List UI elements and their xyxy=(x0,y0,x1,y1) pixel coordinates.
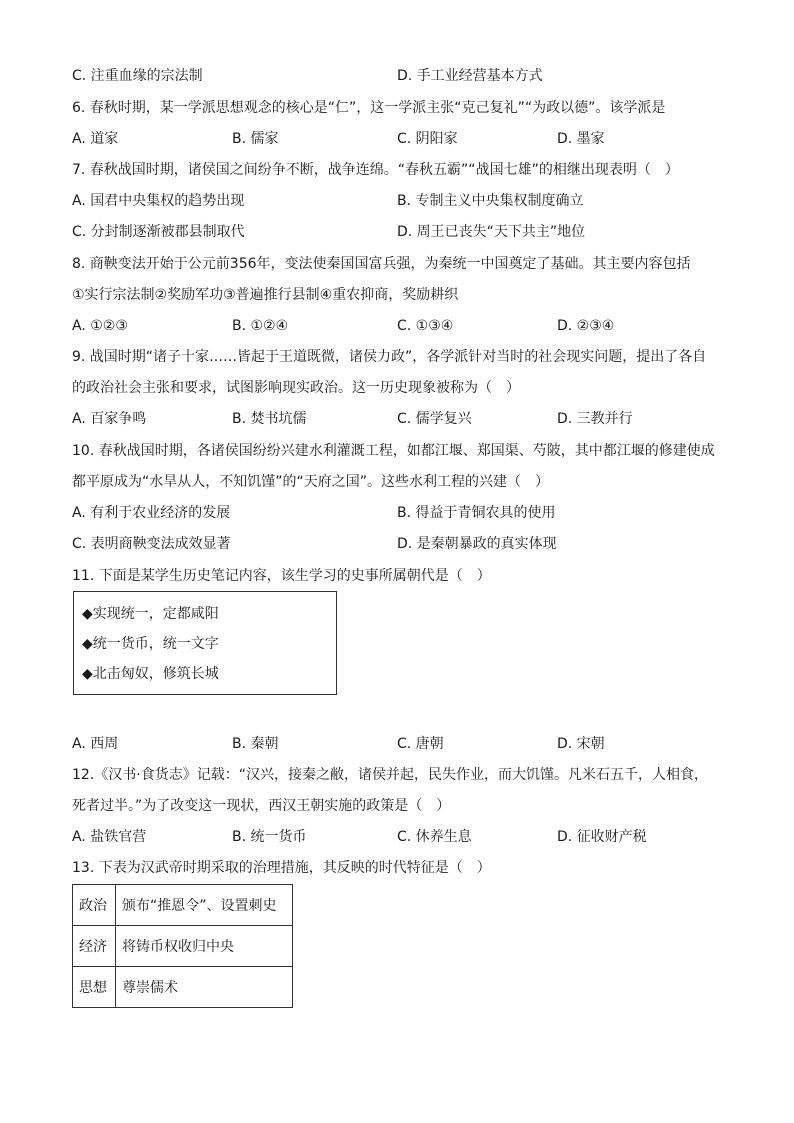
q11-note-3: ◆北击匈奴，修筑长城 xyxy=(82,666,219,682)
q12-stem-line2: 死者过半。”为了改变这一现状，西汉王朝实施的政策是（ ） xyxy=(72,798,451,814)
q8-option-d: D. ②③④ xyxy=(557,318,615,334)
q13-row-2-key: 经济 xyxy=(73,926,116,967)
q9-option-a: A. 百家争鸣 xyxy=(72,411,147,427)
q13-stem: 13. 下表为汉武帝时期采取的治理措施，其反映的时代特征是（ ） xyxy=(72,860,491,876)
table-row xyxy=(73,967,293,1008)
q13-row-1-value: 颁布“推恩令”、设置刺史 xyxy=(116,885,293,926)
q8-option-b: B. ①②④ xyxy=(232,318,289,334)
q11-option-b: B. 秦朝 xyxy=(232,736,279,752)
q9-option-b: B. 焚书坑儒 xyxy=(232,411,307,427)
q5-option-d: D. 手工业经营基本方式 xyxy=(397,68,543,84)
q6-option-d: D. 墨家 xyxy=(557,131,605,147)
q12-option-c: C. 休养生息 xyxy=(397,829,472,845)
q13-row-3-value: 尊崇儒术 xyxy=(116,967,293,1008)
q6-stem: 6. 春秋时期，某一学派思想观念的核心是“仁”，这一学派主张“克己复礼”“为政以德”。该学派是 xyxy=(72,100,666,116)
q9-stem: 9. 战国时期“诸子十家……皆起于王道既微，诸侯力政”，各学派针对当时的社会现实问题，提出了各自 xyxy=(72,349,707,365)
q8-option-c: C. ①③④ xyxy=(397,318,454,334)
q10-stem-line2: 都平原成为“水旱从人，不知饥馑”的“天府之国”。这些水利工程的兴建（ ） xyxy=(72,474,550,490)
q11-option-a: A. 西周 xyxy=(72,736,119,752)
q6-option-c: C. 阴阳家 xyxy=(397,131,458,147)
q7-stem: 7. 春秋战国时期，诸侯国之间纷争不断，战争连绵。“春秋五霸”“战国七雄”的相继出现表明（ ） xyxy=(72,162,679,178)
q13-row-1-key: 政治 xyxy=(73,885,116,926)
q9-option-c: C. 儒学复兴 xyxy=(397,411,472,427)
q12-option-b: B. 统一货币 xyxy=(232,829,307,845)
q8-stem: 8. 商鞅变法开始于公元前356年，变法使秦国国富兵强，为秦统一中国奠定了基础。其主要内容包括 xyxy=(72,256,691,272)
q12-option-a: A. 盐铁官营 xyxy=(72,829,147,845)
q10-option-c: C. 表明商鞅变法成效显著 xyxy=(72,536,231,552)
q10-option-d: D. 是秦朝暴政的真实体现 xyxy=(397,536,557,552)
q7-option-d: D. 周王已丧失“天下共主”地位 xyxy=(397,224,586,240)
q9-stem-line2: 的政治社会主张和要求，试图影响现实政治。这一历史现象被称为（ ） xyxy=(72,380,520,396)
q7-option-b: B. 专制主义中央集权制度确立 xyxy=(397,193,584,209)
table-row xyxy=(73,885,293,926)
q11-note-2: ◆统一货币，统一文字 xyxy=(82,636,219,652)
q11-option-c: C. 唐朝 xyxy=(397,736,444,752)
q10-option-b: B. 得益于青铜农具的使用 xyxy=(397,505,556,521)
q8-stem-line2: ①实行宗法制②奖励军功③普遍推行县制④重农抑商，奖励耕织 xyxy=(72,287,459,303)
q6-option-a: A. 道家 xyxy=(72,131,119,147)
table-row xyxy=(73,926,293,967)
q6-option-b: B. 儒家 xyxy=(232,131,279,147)
q13-table xyxy=(72,884,293,1008)
q11-stem: 11. 下面是某学生历史笔记内容，该生学习的史事所属朝代是（ ） xyxy=(72,568,491,584)
q10-stem: 10. 春秋战国时期，各诸侯国纷纷兴建水利灌溉工程，如都江堰、郑国渠、芍陂，其中都江堰的修建使成 xyxy=(72,443,715,459)
q11-option-d: D. 宋朝 xyxy=(557,736,605,752)
q11-notes-box xyxy=(73,591,337,695)
q10-option-a: A. 有利于农业经济的发展 xyxy=(72,505,231,521)
q13-row-3-key: 思想 xyxy=(73,967,116,1008)
q13-row-2-value: 将铸币权收归中央 xyxy=(116,926,293,967)
q12-option-d: D. 征收财产税 xyxy=(557,829,647,845)
q11-note-1: ◆实现统一，定都咸阳 xyxy=(82,606,219,622)
q7-option-c: C. 分封制逐渐被郡县制取代 xyxy=(72,224,245,240)
q7-option-a: A. 国君中央集权的趋势出现 xyxy=(72,193,245,209)
q5-option-c: C. 注重血缘的宗法制 xyxy=(72,68,203,84)
q9-option-d: D. 三教并行 xyxy=(557,411,633,427)
q8-option-a: A. ①②③ xyxy=(72,318,128,334)
q12-stem: 12.《汉书·食货志》记载：“汉兴，接秦之敝，诸侯并起，民失作业，而大饥馑。凡米石五千，人相食， xyxy=(72,767,708,783)
